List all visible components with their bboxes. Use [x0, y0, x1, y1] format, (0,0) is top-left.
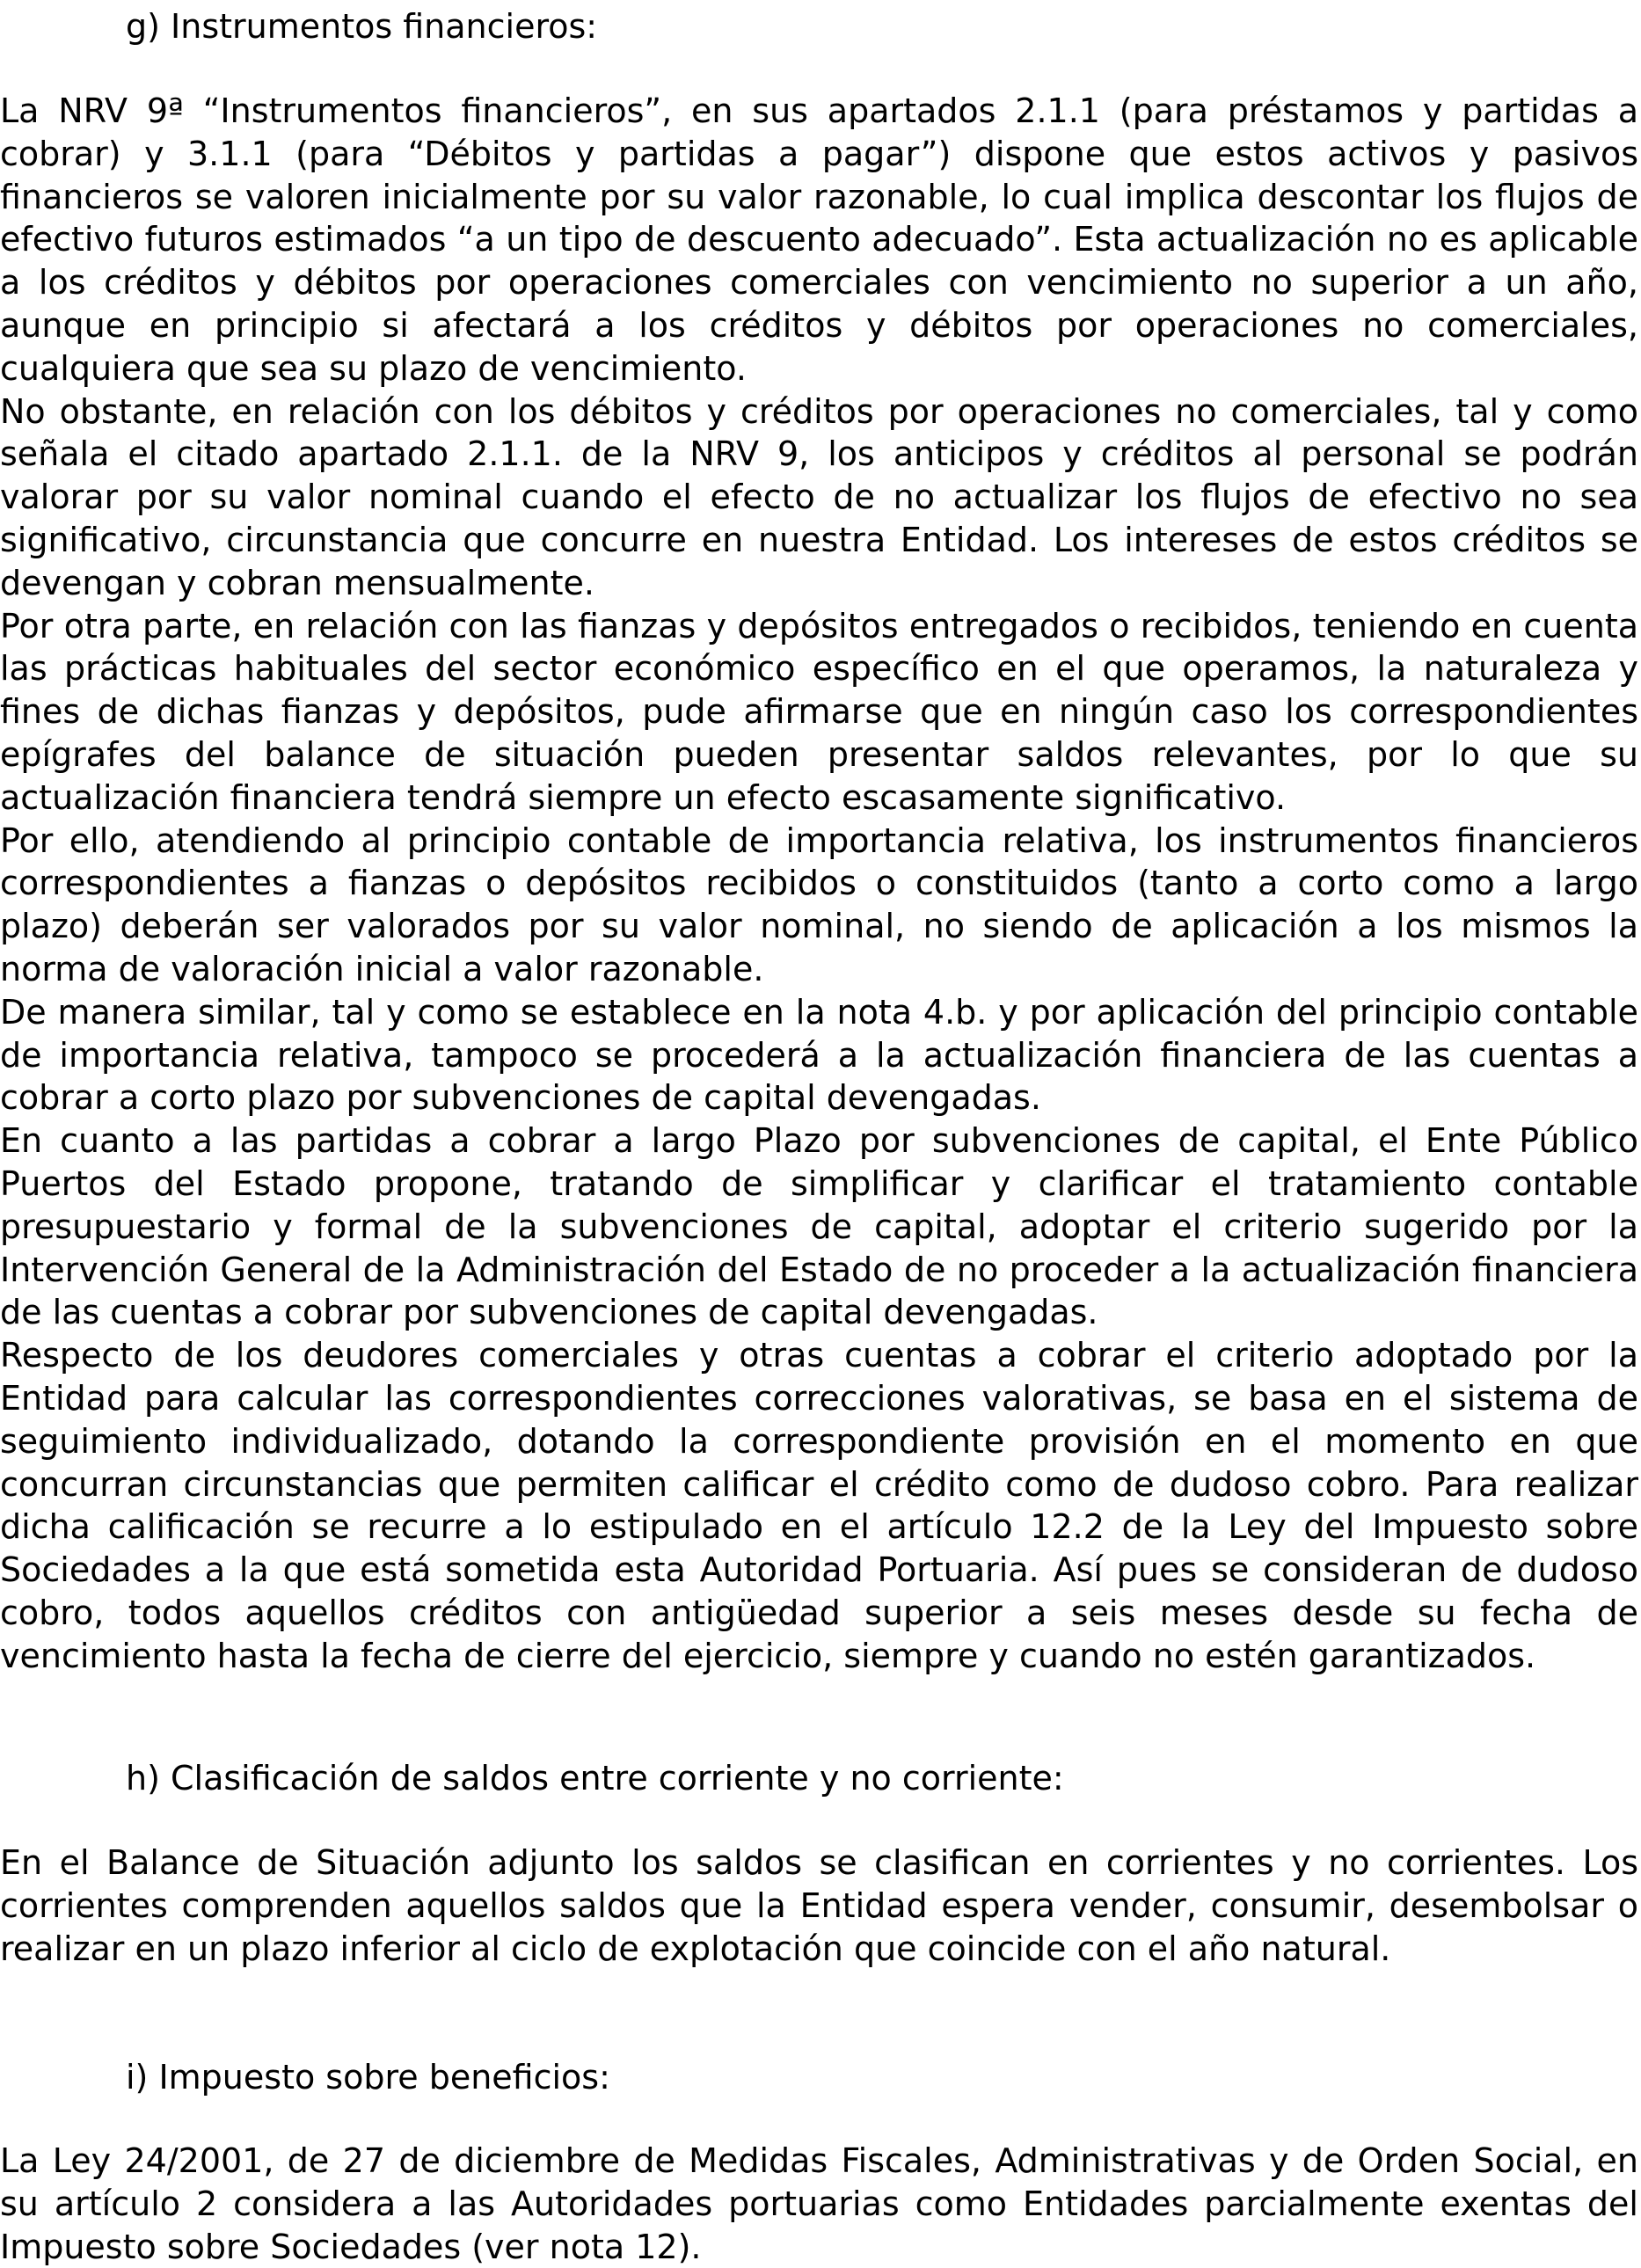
paragraph: Por ello, atendiendo al principio contable de importancia relativa, los instrumentos financieros correspondientes a fianzas o depósitos recibidos o constituidos (tanto a corto como a largo plazo) deberán ser valorados por su valor nominal, no siendo de aplicación a los mismos la norma de valoración inicial a valor razonable. — [0, 820, 1638, 988]
section-body-impuesto-beneficios — [0, 2140, 1638, 2268]
section-body-clasificacion-saldos — [0, 1841, 1638, 1970]
paragraph: En cuanto a las partidas a cobrar a largo Plazo por subvenciones de capital, el Ente Público Puertos del Estado propone, tratando de simplificar y clarificar el tratamiento contable presupuestario y formal de la subvenciones de capital, adoptar el criterio sugerido por la Intervención General de la Administración del Estado de no proceder a la actualización financiera de las cuentas a cobrar por subvenciones de capital devengadas. — [0, 1121, 1638, 1332]
paragraph: Por otra parte, en relación con las fianzas y depósitos entregados o recibidos, teniendo en cuenta las prácticas habituales del sector económico específico en el que operamos, la naturaleza y fines de dichas fianzas y depósitos, pude afirmarse que en ningún caso los correspondientes epígrafes del balance de situación pueden presentar saldos relevantes, por lo que su actualización financiera tendrá siempre un efecto escasamente significativo. — [0, 606, 1638, 817]
section-heading-instrumentos-financieros: g) Instrumentos financieros: — [126, 7, 598, 46]
section-heading-impuesto-beneficios: i) Impuesto sobre beneficios: — [126, 2058, 610, 2097]
paragraph: La NRV 9ª “Instrumentos financieros”, en sus apartados 2.1.1 (para préstamos y partidas a cobrar) y 3.1.1 (para “Débitos y partidas a pagar”) dispone que estos activos y pasivos financieros se valoren inicialmente por su valor razonable, lo cual implica descontar los flujos de efectivo futuros estimados “a un tipo de descuento adecuado”. Esta actualización no es aplicable a los créditos y débitos por operaciones comerciales con vencimiento no superior a un año, aunque en principio si afectará a los créditos y débitos por operaciones no comerciales, cualquiera que sea su plazo de vencimiento. — [0, 91, 1638, 388]
paragraph: De manera similar, tal y como se establece en la nota 4.b. y por aplicación del principio contable de importancia relativa, tampoco se procederá a la actualización financiera de las cuentas a cobrar a corto plazo por subvenciones de capital devengadas. — [0, 992, 1638, 1118]
section-heading-clasificacion-saldos: h) Clasificación de saldos entre corriente y no corriente: — [126, 1759, 1064, 1798]
section-body-instrumentos-financieros — [0, 90, 1638, 1677]
paragraph: En el Balance de Situación adjunto los saldos se clasifican en corrientes y no corrientes. Los corrientes comprenden aquellos saldos que la Entidad espera vender, consumir, desembolsar o realizar en un plazo inferior al ciclo de explotación que coincide con el año natural. — [0, 1843, 1638, 1968]
paragraph: No obstante, en relación con los débitos y créditos por operaciones no comerciales, tal y como señala el citado apartado 2.1.1. de la NRV 9, los anticipos y créditos al personal se podrán valorar por su valor nominal cuando el efecto de no actualizar los flujos de efectivo no sea significativo, circunstancia que concurre en nuestra Entidad. Los intereses de estos créditos se devengan y cobran mensualmente. — [0, 391, 1638, 602]
paragraph: La Ley 24/2001, de 27 de diciembre de Medidas Fiscales, Administrativas y de Orden Social, en su artículo 2 considera a las Autoridades portuarias como Entidades parcialmente exentas del Impuesto sobre Sociedades (ver nota 12). — [0, 2141, 1638, 2266]
paragraph: Respecto de los deudores comerciales y otras cuentas a cobrar el criterio adoptado por la Entidad para calcular las correspondientes correcciones valorativas, se basa en el sistema de seguimiento individualizado, dotando la correspondiente provisión en el momento en que concurran circunstancias que permiten calificar el crédito como de dudoso cobro. Para realizar dicha calificación se recurre a lo estipulado en el artículo 12.2 de la Ley del Impuesto sobre Sociedades a la que está sometida esta Autoridad Portuaria. Así pues se consideran de dudoso cobro, todos aquellos créditos con antigüedad superior a seis meses desde su fecha de vencimiento hasta la fecha de cierre del ejercicio, siempre y cuando no estén garantizados. — [0, 1336, 1638, 1675]
